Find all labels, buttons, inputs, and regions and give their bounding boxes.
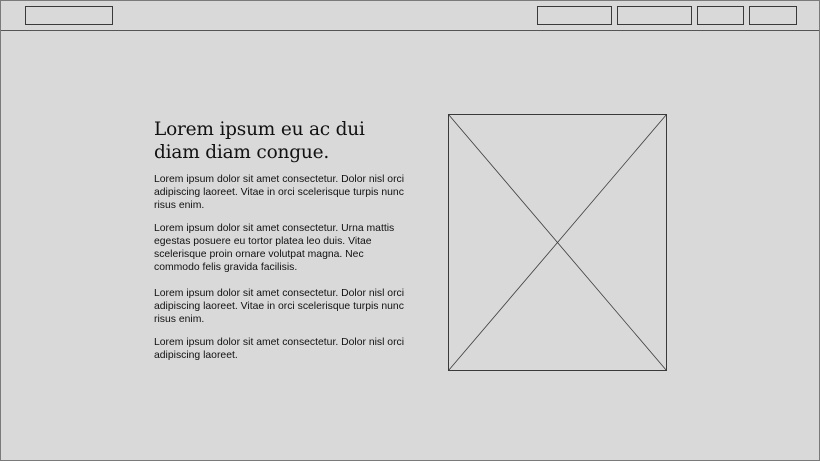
- logo-placeholder[interactable]: [25, 6, 113, 25]
- image-placeholder-icon: [448, 114, 667, 371]
- content-text-column: [154, 118, 409, 372]
- nav-button-3[interactable]: [697, 6, 744, 25]
- paragraph-2: Lorem ipsum dolor sit amet consectetur. Urna mattis egestas posuere eu tortor platea leo duis. Vitae scelerisque proin ornare volutpat magna. Nec commodo felis gravida facilisis.: [154, 223, 395, 273]
- nav-button-2[interactable]: [617, 6, 692, 25]
- paragraph-1: Lorem ipsum dolor sit amet consectetur. Dolor nisl orci adipiscing laoreet. Vitae in orci scelerisque turpis nunc risus enim.: [154, 174, 405, 211]
- paragraph-3: Lorem ipsum dolor sit amet consectetur. Dolor nisl orci adipiscing laoreet. Vitae in orci scelerisque turpis nunc risus enim.: [154, 288, 405, 325]
- top-navigation-bar: [1, 1, 819, 31]
- paragraph-4: Lorem ipsum dolor sit amet consectetur. Dolor nisl orci adipiscing laoreet.: [154, 337, 405, 361]
- nav-button-4[interactable]: [749, 6, 797, 25]
- nav-button-1[interactable]: [537, 6, 612, 25]
- page-heading: Lorem ipsum eu ac dui diam diam congue.: [154, 119, 365, 163]
